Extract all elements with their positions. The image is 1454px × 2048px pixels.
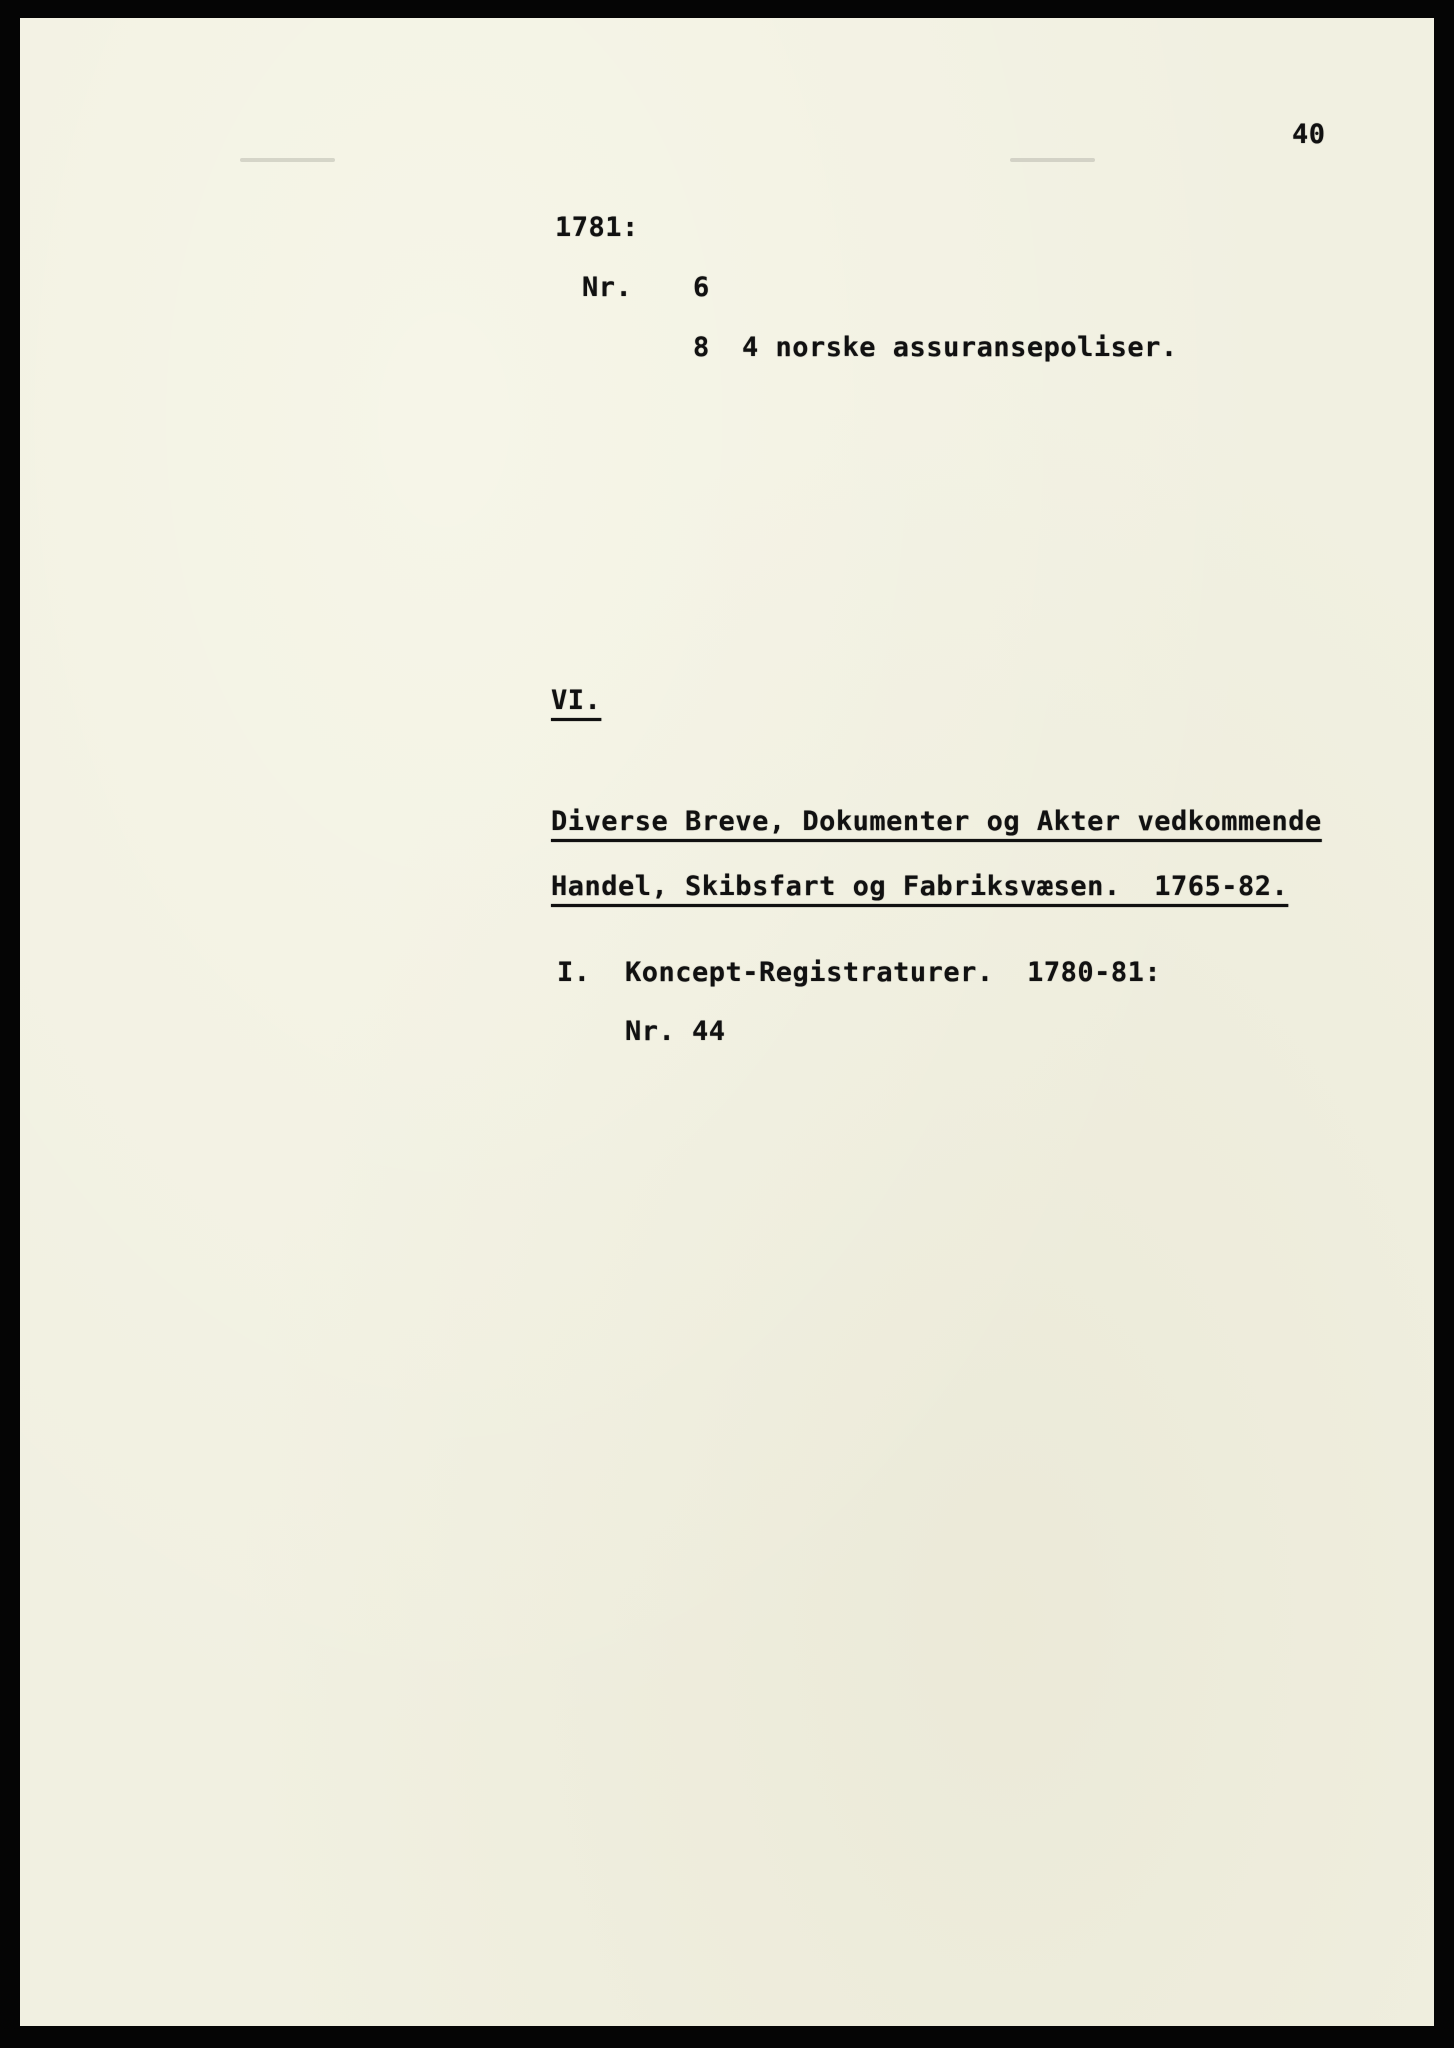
subsection-text: Koncept-Registraturer. 1780-81:: [625, 957, 1162, 988]
item-nr: 8: [693, 332, 710, 363]
page-number: 40: [1292, 119, 1326, 150]
section-title-line2: Handel, Skibsfart og Fabriksvæsen. 1765-82.: [551, 871, 1289, 902]
year-heading: 1781:: [555, 212, 639, 243]
section-heading: VI.: [551, 685, 602, 716]
subsection-label: I.: [557, 957, 591, 988]
section-title-line1: Diverse Breve, Dokumenter og Akter vedkommende: [551, 806, 1322, 837]
item-text: 4 norske assuransepoliser.: [742, 332, 1178, 363]
nr-first-value: 6: [693, 272, 710, 303]
bleed-mark: [1010, 158, 1095, 162]
subsection-nr: Nr. 44: [625, 1016, 726, 1047]
bleed-mark: [240, 158, 335, 162]
nr-label: Nr.: [582, 272, 633, 303]
document-page: [20, 18, 1434, 2026]
